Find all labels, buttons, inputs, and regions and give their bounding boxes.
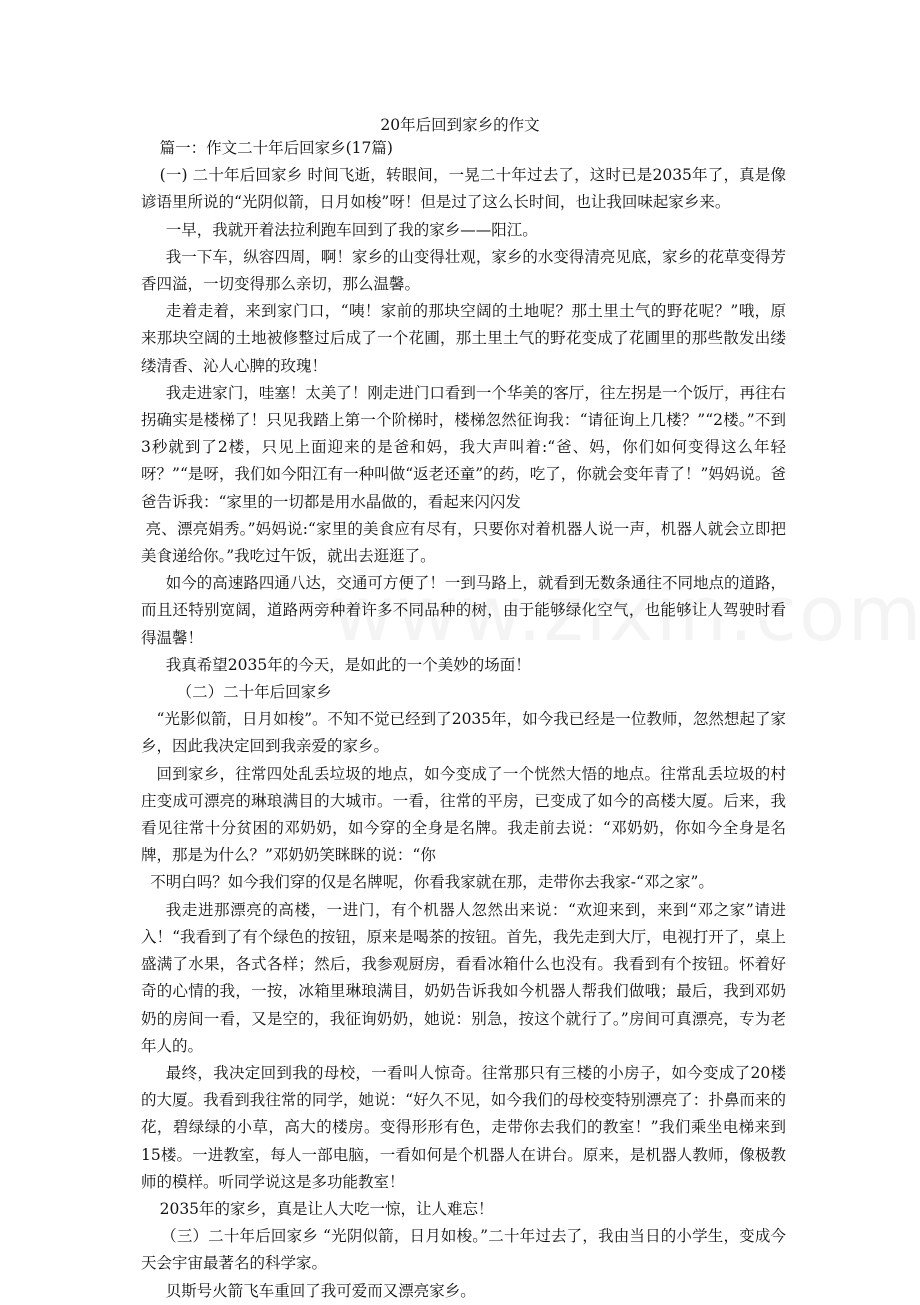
paragraph: （二）二十年后回家乡	[176, 683, 332, 702]
paragraph: （三）二十年后回家乡 “光阴似箭，日月如梭。”二十年过去了，我由当日的小学生，变成今天会宇宙最著名的科学家。	[141, 1227, 786, 1273]
paragraph: 篇一：作文二十年后回家乡(17篇)	[159, 139, 393, 157]
paragraph: (一) 二十年后回家乡 时间飞逝，转眼间，一晃二十年过去了，这时已是2035年了，真是像谚语里所说的“光阴似箭，日月如梭”呀！但是过了这么长时间，也让我回味起家乡来。	[141, 166, 786, 212]
paragraph: 我真希望2035年的今天，是如此的一个美妙的场面！	[165, 655, 531, 674]
paragraph: 我一下车，纵容四周，啊！家乡的山变得壮观，家乡的水变得清亮见底，家乡的花草变得芳香四溢，一切变得那么亲切，那么温馨。	[141, 247, 786, 294]
paragraph: 亮、漂亮娟秀。”妈妈说:“家里的美食应有尽有，只要你对着机器人说一声，机器人就会立即把美食递给你。”我吃过午饭，就出去逛逛了。	[141, 519, 786, 566]
paragraph: 我走进那漂亮的高楼，一进门，有个机器人忽然出来说：“欢迎来到，来到“邓之家”请进入！“我看到了有个绿色的按钮，原来是喝茶的按钮。首先，我先走到大厅，电视打开了，桌上盛满了水果，各式各样；然后，我参观厨房，看看冰箱什么也没有。我看到有个按钮。怀着好奇的心情的我，一按，冰箱里琳琅满目，奶奶告诉我如今机器人帮我们做哦；最后，我到邓奶奶的房间一看，又是空的，我征询奶奶，她说：别急，按这个就行了。”房间可真漂亮，专为老年人的。	[141, 900, 786, 1055]
paragraph: 如今的高速路四通八达，交通可方便了！一到马路上，就看到无数条通往不同地点的道路，而且还特别宽阔，道路两旁种着许多不同品种的树，由于能够绿化空气，也能够让人驾驶时看得温馨！	[141, 574, 786, 647]
paragraph: 一早，我就开着法拉利跑车回到了我的家乡——阳江。	[165, 220, 538, 239]
paragraph: 回到家乡，往常四处乱丢垃圾的地点，如今变成了一个恍然大悟的地点。往常乱丢垃圾的村庄变成可漂亮的琳琅满目的大城市。一看，往常的平房，已变成了如今的高楼大厦。后来，我看见往常十分贫困的邓奶奶，如今穿的全身是名牌。我走前去说：“邓奶奶，你如今全身是名牌，那是为什么？”邓奶奶笑眯眯的说：“你	[141, 764, 786, 865]
paragraph: 不明白吗？如今我们穿的仅是名牌呢，你看我家就在那，走带你去我家-“邓之家”。	[150, 873, 714, 892]
paragraph: 贝斯号火箭飞车重回了我可爱而又漂亮家乡。	[165, 1281, 476, 1300]
paragraph: “光影似箭，日月如梭”。不知不觉已经到了2035年，如今我已经是一位教师，忽然想起了家乡，因此我决定回到我亲爱的家乡。	[141, 710, 786, 756]
document-title: 20年后回到家乡的作文	[380, 116, 540, 134]
paragraph: 走着走着，来到家门口，“咦！家前的那块空阔的土地呢？那土里土气的野花呢？”哦，原来那块空阔的土地被修整过后成了一个花圃，那土里土气的野花变成了花圃里的那些散发出缕缕清香、沁人心脾的玫瑰！	[141, 302, 786, 375]
paragraph: 2035年的家乡，真是让人大吃一惊，让人难忘！	[159, 1199, 494, 1218]
paragraph: 最终，我决定回到我的母校，一看叫人惊奇。往常那只有三楼的小房子，如今变成了20楼的大厦。我看到我往常的同学，她说：“好久不见，如今我们的母校变特别漂亮了：扑鼻而来的花，碧绿绿的小草，高大的楼房。变得形形有色，走带你去我们的教室！”我们乘坐电梯来到15楼。一进教室，每人一部电脑，一看如何是个机器人在讲台。原来，是机器人教师，像极教师的模样。听同学说这是多功能教室！	[141, 1063, 786, 1191]
paragraph: 我走进家门，哇塞！太美了！刚走进门口看到一个华美的客厅，往左拐是一个饭厅，再往右拐确实是楼梯了！只见我踏上第一个阶梯时，楼梯忽然征询我：“请征询上几楼？”“2楼。”不到3秒就到了2楼，只见上面迎来的是爸和妈，我大声叫着:“爸、妈，你们如何变得这么年轻呀？”“是呀，我们如今阳江有一种叫做“返老还童”的药，吃了，你就会变年青了！”妈妈说。爸爸告诉我：“家里的一切都是用水晶做的，看起来闪闪发	[141, 383, 786, 511]
document-body	[141, 135, 786, 1305]
